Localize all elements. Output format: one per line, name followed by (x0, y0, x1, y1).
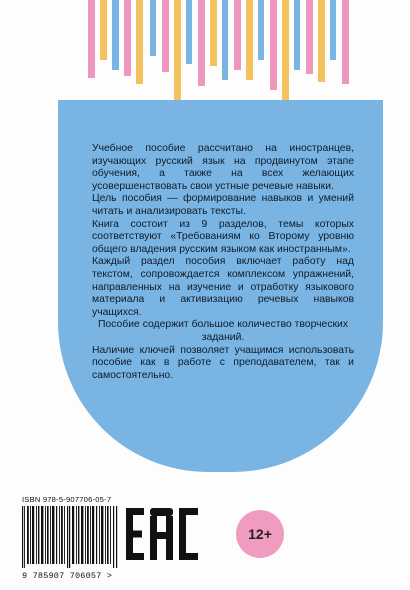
stripe (294, 0, 300, 70)
stripe (258, 0, 264, 60)
annotation-paragraph: Цель пособия — формирование навыков и умений читать и анализировать тексты. (92, 193, 354, 217)
isbn-label: ISBN 978-5-907706-05-7 (22, 495, 112, 504)
stripe (186, 0, 192, 64)
stripe (162, 0, 169, 72)
barcode-digits: 9 785907 706057 > (22, 571, 113, 581)
stripe (318, 0, 325, 82)
stripe (88, 0, 95, 78)
stripe (222, 0, 228, 80)
stripe (210, 0, 217, 66)
barcode-icon (22, 506, 118, 568)
stripe (270, 0, 277, 90)
stripe (100, 0, 107, 60)
annotation-paragraph: Книга состоит из 9 разделов, темы которых соответствуют «Требованиям ко Второму уровню общего владения русским языком как иностранным». (92, 218, 354, 255)
stripe (282, 0, 289, 104)
stripe (136, 0, 143, 84)
stripe (174, 0, 181, 110)
stripe (330, 0, 336, 60)
annotation-paragraph: Каждый раздел пособия включает работу над текстом, сопровождается комплексом упражнений, направленных на изучение и отработку языкового материала и активизацию речевых навыков учащихся. (92, 256, 354, 318)
age-rating-badge: 12+ (236, 510, 284, 558)
eac-mark-icon (126, 508, 198, 560)
annotation-paragraph: Пособие содержит большое количество творческих заданий. (97, 319, 349, 343)
stripe (246, 0, 253, 80)
annotation-text (92, 143, 354, 382)
stripe (234, 0, 241, 70)
stripe (342, 0, 349, 84)
stripe (124, 0, 131, 76)
stripe (198, 0, 205, 86)
stripe (150, 0, 156, 56)
stripe (112, 0, 119, 70)
annotation-paragraph: Наличие ключей позволяет учащимся использовать пособие как в работе с преподавателем, так и самостоятельно. (92, 344, 354, 381)
stripe (306, 0, 313, 74)
annotation-paragraph: Учебное пособие рассчитано на иностранцев, изучающих русский язык на продвинутом этапе обучения, а также на всех желающих усовершенствовать свои устные речевые навыки. (92, 143, 354, 192)
